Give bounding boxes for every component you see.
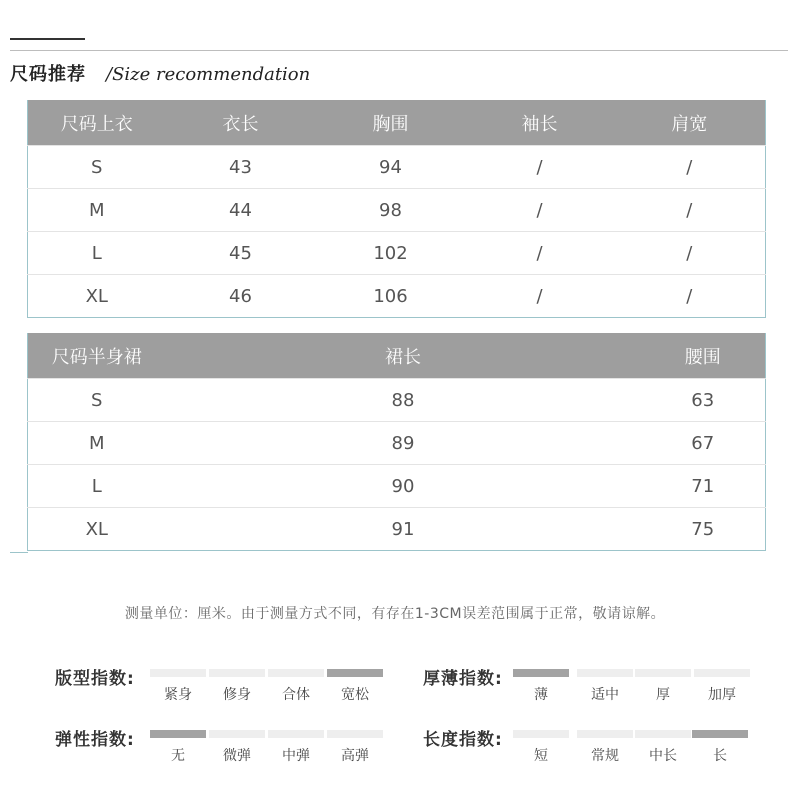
scale-option-label: 长 <box>713 748 727 764</box>
scale-option <box>692 730 748 765</box>
table-row <box>28 189 766 232</box>
scale-bar <box>635 669 691 677</box>
table-header-row <box>28 333 766 379</box>
table-cell: / <box>466 146 614 189</box>
side-accent-line <box>10 552 28 553</box>
table-row <box>28 508 766 551</box>
header-length: 衣长 <box>166 100 316 146</box>
header-chest: 胸围 <box>316 100 466 146</box>
table-cell: S <box>28 379 166 422</box>
scale-option-label: 中弹 <box>282 748 310 764</box>
table-cell: M <box>28 189 166 232</box>
table-cell: / <box>466 189 614 232</box>
length-index-label: 长度指数: <box>423 730 503 750</box>
table-cell: 94 <box>316 146 466 189</box>
table-cell: / <box>466 275 614 318</box>
scale-option-label: 微弹 <box>223 748 251 764</box>
table-cell: 106 <box>316 275 466 318</box>
top-accent-line <box>10 38 85 40</box>
fit-index <box>55 664 390 704</box>
table-cell: / <box>614 189 766 232</box>
measurement-note: 测量单位：厘米。由于测量方式不同，有存在1-3CM误差范围属于正常，敬请谅解。 <box>124 606 666 622</box>
table-cell: 45 <box>166 232 316 275</box>
scale-option <box>635 730 691 765</box>
table-cell: 75 <box>641 508 766 551</box>
table-cell: / <box>466 232 614 275</box>
length-index <box>423 725 763 765</box>
scale-option <box>209 730 265 765</box>
table-cell: L <box>28 232 166 275</box>
table-cell: S <box>28 146 166 189</box>
table-cell: 91 <box>166 508 641 551</box>
scale-option <box>209 669 265 704</box>
header-size-top: 尺码上衣 <box>28 100 166 146</box>
table-cell: L <box>28 465 166 508</box>
scale-option <box>327 669 383 704</box>
scale-option <box>513 730 569 765</box>
scale-option-label: 厚 <box>656 687 670 703</box>
heading-chinese: 尺码推荐 <box>10 64 86 85</box>
header-size-skirt: 尺码半身裙 <box>28 333 166 379</box>
scale-option <box>327 730 383 765</box>
scale-bar <box>268 669 324 677</box>
table-row <box>28 146 766 189</box>
header-waist: 腰围 <box>641 333 766 379</box>
scale-option-label: 紧身 <box>164 687 192 703</box>
scale-option <box>694 669 750 704</box>
table-cell: 63 <box>641 379 766 422</box>
thickness-index <box>423 664 763 704</box>
fit-index-label: 版型指数: <box>55 669 135 689</box>
table-cell: 71 <box>641 465 766 508</box>
table-row <box>28 422 766 465</box>
scale-option <box>513 669 569 704</box>
table-cell: XL <box>28 275 166 318</box>
header-shoulder: 肩宽 <box>614 100 766 146</box>
scale-option-label: 适中 <box>591 687 619 703</box>
header-sleeve: 袖长 <box>466 100 614 146</box>
scale-option <box>268 730 324 765</box>
scale-option-label: 宽松 <box>341 687 369 703</box>
table-cell: 98 <box>316 189 466 232</box>
table-row <box>28 275 766 318</box>
scale-option-label: 无 <box>171 748 185 764</box>
scale-bar <box>150 730 206 738</box>
scale-bar <box>209 730 265 738</box>
table-header-row <box>28 100 766 146</box>
scale-option-label: 修身 <box>223 687 251 703</box>
elasticity-index-label: 弹性指数: <box>55 730 135 750</box>
table-cell: M <box>28 422 166 465</box>
scale-bar <box>694 669 750 677</box>
scale-option <box>268 669 324 704</box>
scale-option <box>150 669 206 704</box>
bottom-size-table <box>27 333 766 551</box>
scale-bar <box>692 730 748 738</box>
table-cell: 67 <box>641 422 766 465</box>
thickness-index-label: 厚薄指数: <box>423 669 503 689</box>
scale-bar <box>513 730 569 738</box>
scale-bar <box>268 730 324 738</box>
top-divider-line <box>10 50 788 51</box>
table-cell: 89 <box>166 422 641 465</box>
table-cell: 44 <box>166 189 316 232</box>
scale-bar <box>327 730 383 738</box>
scale-bar <box>577 730 633 738</box>
scale-bar <box>327 669 383 677</box>
elasticity-index <box>55 725 390 765</box>
table-cell: / <box>614 275 766 318</box>
scale-bar <box>209 669 265 677</box>
scale-bar <box>150 669 206 677</box>
scale-option <box>577 669 633 704</box>
section-heading <box>10 60 310 86</box>
table-cell: 90 <box>166 465 641 508</box>
table-cell: 88 <box>166 379 641 422</box>
table-row <box>28 232 766 275</box>
scale-option-label: 加厚 <box>708 687 736 703</box>
scale-bar <box>513 669 569 677</box>
scale-option-label: 常规 <box>591 748 619 764</box>
scale-option <box>635 669 691 704</box>
table-row <box>28 379 766 422</box>
table-cell: 46 <box>166 275 316 318</box>
scale-option-label: 合体 <box>282 687 310 703</box>
table-cell: 43 <box>166 146 316 189</box>
table-cell: 102 <box>316 232 466 275</box>
scale-option <box>150 730 206 765</box>
scale-bar <box>577 669 633 677</box>
heading-english: /Size recommendation <box>106 64 311 85</box>
scale-option-label: 短 <box>534 748 548 764</box>
header-skirt-length: 裙长 <box>166 333 641 379</box>
top-size-table <box>27 100 766 318</box>
scale-option <box>577 730 633 765</box>
table-cell: XL <box>28 508 166 551</box>
scale-option-label: 薄 <box>534 687 548 703</box>
table-cell: / <box>614 232 766 275</box>
table-cell: / <box>614 146 766 189</box>
scale-option-label: 中长 <box>649 748 677 764</box>
scale-option-label: 高弹 <box>341 748 369 764</box>
table-row <box>28 465 766 508</box>
scale-bar <box>635 730 691 738</box>
